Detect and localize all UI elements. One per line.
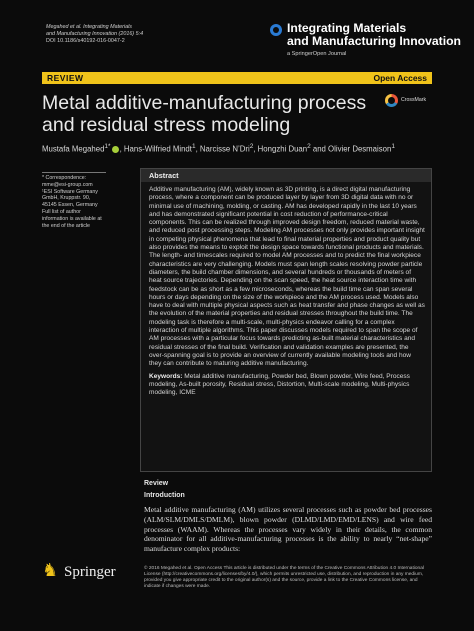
keywords (149, 373, 425, 398)
author-name[interactable]: , Hongzhi Duan (253, 144, 308, 154)
publisher-name: Springer (64, 564, 116, 580)
author-name[interactable]: and Olivier Desmaison (310, 144, 392, 154)
license-footer: © 2016 Megahed et al. Open Access This article is distributed under the terms of the Creative Commons Attribution 4.0 International License (http://creativecommons.org/licenses/by/4.0/), which permits unrestricted use, distribution, and reproduction in any medium, provided you give appropriate credit to the original author(s) and the source, provide a link to the Creative Commons license, and indicate if changes were made. (144, 566, 424, 590)
abstract-body (149, 186, 425, 397)
journal-logo-icon (270, 24, 282, 36)
keywords-list: Metal additive manufacturing, Powder bed, Blown powder, Wire feed, Process modeling, As-built porosity, Residual stress, Distortion, Multi-scale modeling, Multi-physics modeling, ICME (149, 372, 410, 397)
crossmark-badge[interactable] (385, 94, 433, 110)
full-list-note: Full list of author information is available at the end of the article (42, 208, 102, 229)
orcid-icon[interactable] (112, 146, 119, 153)
citation-line-1: Megahed et al. Integrating Materials (46, 24, 133, 30)
doi[interactable]: DOI 10.1186/s40192-016-0047-2 (46, 38, 125, 44)
springer-logo (42, 560, 142, 584)
section-heading-introduction: Introduction (144, 492, 185, 499)
logo-title-line-2: and Manufacturing Innovation (287, 34, 462, 48)
author-superscript: 2 (307, 143, 311, 150)
body-paragraph: Metal additive manufacturing (AM) utilizes several processes such as powder bed processes (ALM/SLM/DMLS/DMLM), blown powder (DLMD/LMD/EMD/LENS) and wire feed processes (WAAM). Whereas the processes vary widely in their details, the common denominator for all additive-manufacturing processes is the ability to nearly “net-shape” manufacture complex products: (144, 505, 432, 554)
abstract-box (140, 168, 432, 472)
logo-title-line-1: Integrating Materials (287, 21, 407, 35)
article-type-banner (42, 72, 432, 84)
article-type-label: REVIEW (47, 73, 84, 83)
correspondence-note: * Correspondence: mme@esi-group.com (42, 175, 93, 188)
open-access-label: Open Access (373, 73, 427, 83)
author-name[interactable]: , Hans-Wilfried Mindt (119, 144, 192, 154)
author-superscript: 1 (191, 143, 196, 150)
author-name[interactable]: , Narcisse N’Dri (195, 144, 250, 154)
side-divider (42, 172, 106, 173)
keywords-label: Keywords: (149, 372, 183, 380)
author-superscript: 2 (249, 143, 254, 150)
author-superscript: 1* (104, 143, 111, 150)
article-title: Metal additive-manufacturing process and residual stress modeling (42, 92, 367, 136)
crossmark-label: CrossMark (401, 97, 427, 103)
affiliation-note: ¹ESI Software Germany GmbH, Kruppstr. 90, 45145 Essen, Germany (42, 188, 98, 209)
abstract-text: Additive manufacturing (AM), widely known as 3D printing, is a direct digital manufacturing process, where a component can be produced layer by layer from 3D digital data with no or minimal use of machining, molding, or casting. AM has developed rapidly in the last 10 years and has demonstrated significant potential in cost reduction of performance-critical components. This can be realized through improved design freedom, reduced material waste, and reduced post processing steps. Modeling AM processes not only provides important insight in competing physical phenomena that lead to final material properties and product quality but also provides the means to exploit the design space towards functional products and materials. The length- and timescales required to model AM processes and to predict the final workpiece characteristics are very challenging. Models must span length scales resolving powder particle diameters, the build chamber dimensions, and several hundreds or thousands of meters of heat source trajectories. Depending on the scan speed, the heat source interaction time with feedstock can be as short as a few microseconds, whereas the build time can span several hours or days depending on the size of the workpiece and the AM process used. Models also have to deal with multiple physical aspects such as heat transfer and phase changes as well as the evolution of the material properties and residual stresses throughout the build time. The modeling task is therefore a multi-scale, multi-physics endeavor calling for a complex interaction of multiple algorithms. This paper discusses models required to span the scope of AM processes with a particular focus towards predicting as-built material characteristics and residual stresses of the final build. Verification and validation examples are presented, the over-spanning goal is to provide an overview of currently available modeling tools and how they can contribute to maturing additive manufacturing. (149, 186, 425, 368)
crossmark-icon (385, 94, 398, 107)
journal-citation (46, 24, 246, 45)
citation-line-2: and Manufacturing Innovation (2016) 5:4 (46, 31, 144, 37)
section-heading-review: Review (144, 480, 169, 487)
abstract-heading: Abstract (141, 169, 431, 182)
side-notes (42, 172, 106, 229)
springer-horse-icon: ♞ (42, 560, 59, 580)
author-superscript: 1 (391, 143, 395, 150)
journal-logo-subtitle: a SpringerOpen Journal (287, 51, 347, 57)
author-list (42, 143, 442, 154)
journal-logo-title (287, 22, 461, 48)
author-name[interactable]: Mustafa Megahed (42, 144, 105, 154)
